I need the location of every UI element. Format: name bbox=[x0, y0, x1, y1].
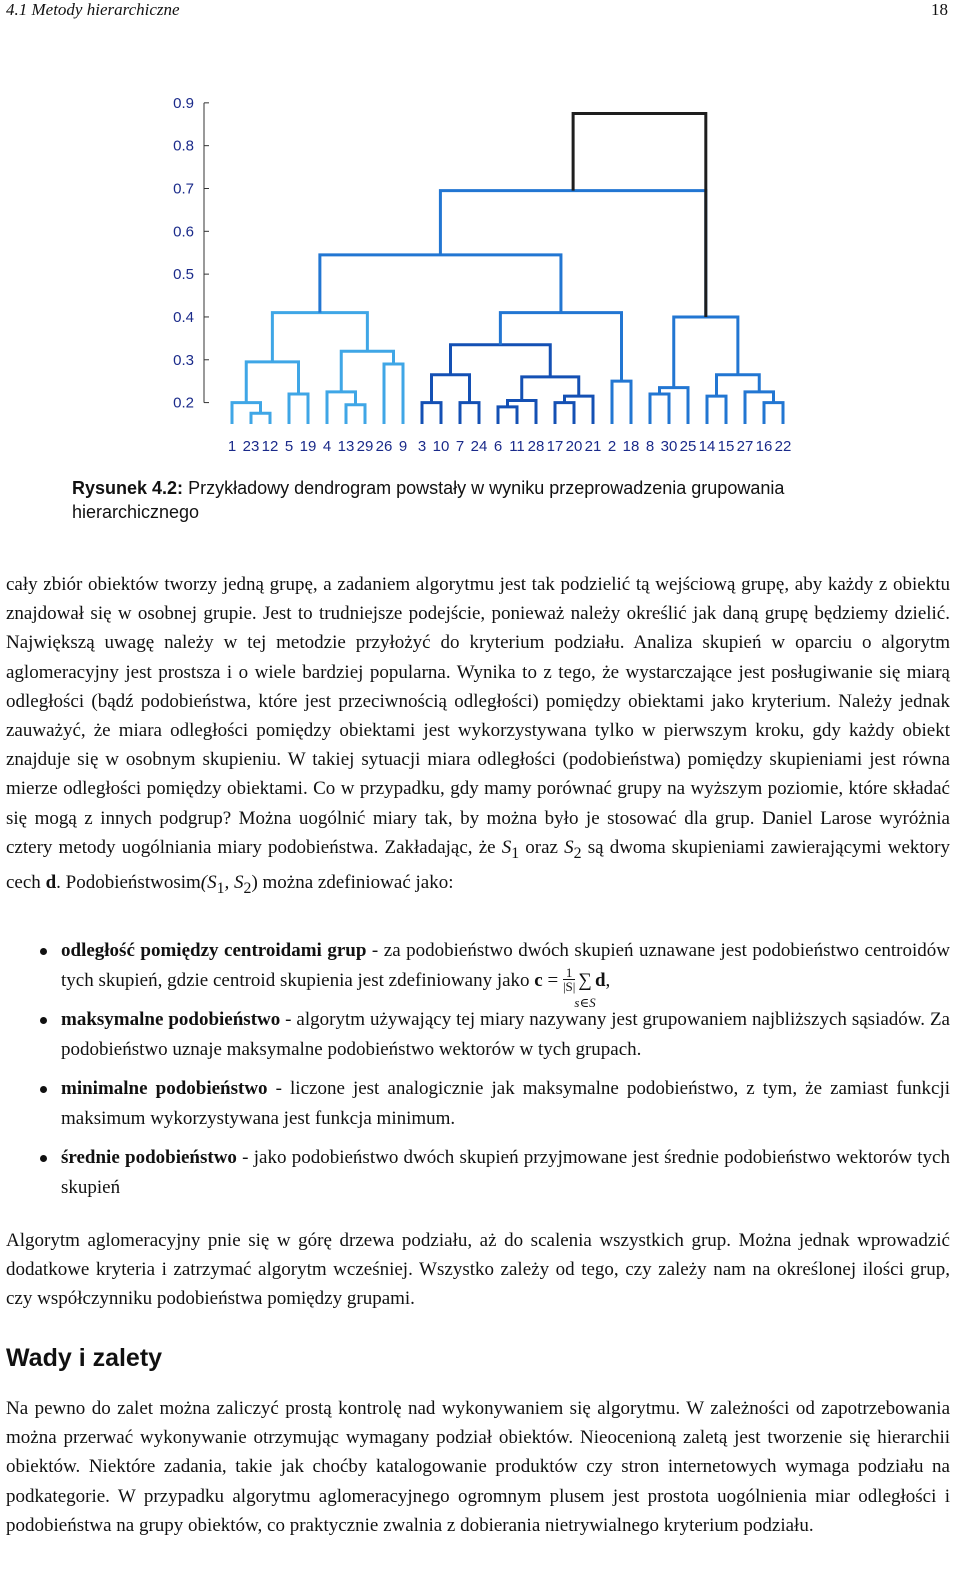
leaf-label: 20 bbox=[565, 438, 583, 455]
dendrogram-chart bbox=[160, 74, 800, 464]
leaf-label: 28 bbox=[527, 438, 545, 455]
math-s1: S bbox=[501, 836, 512, 858]
p1-text-e: można zdefiniować jako: bbox=[257, 871, 454, 893]
dendrogram-link bbox=[246, 362, 298, 403]
list-item bbox=[6, 1143, 950, 1202]
leaf-label: 5 bbox=[284, 438, 294, 455]
y-tick-label: 0.4 bbox=[173, 308, 194, 326]
dendrogram-link bbox=[508, 400, 537, 424]
dendrogram-link bbox=[384, 364, 403, 424]
p1-text-c: . Podobieństwosim bbox=[56, 871, 201, 893]
p1-oraz: oraz bbox=[519, 836, 565, 858]
math-sim-sub2: 2 bbox=[243, 879, 252, 897]
leaf-label: 6 bbox=[493, 438, 503, 455]
leaf-label: 7 bbox=[455, 438, 465, 455]
dendrogram-link bbox=[432, 375, 470, 403]
math-s2: S bbox=[564, 836, 574, 858]
leaf-label: 27 bbox=[736, 438, 754, 455]
leaf-label: 10 bbox=[432, 438, 450, 455]
dendrogram-link bbox=[251, 413, 270, 424]
leaf-label: 3 bbox=[417, 438, 427, 455]
list-item-text: - za podobieństwo dwóch skupień uznawane jest podobieństwo centroidów tych skupień, gdzie centroid skupienia jest zdefiniowany jako bbox=[61, 940, 950, 991]
dendrogram-link bbox=[555, 403, 574, 424]
dendrogram-root-link bbox=[573, 114, 706, 317]
math-vector-d: d bbox=[594, 969, 606, 991]
paragraph-intro bbox=[6, 570, 950, 903]
page-number: 18 bbox=[931, 0, 948, 19]
caption-text: Przykładowy dendrogram powstały w wyniku przeprowadzenia grupowania hierarchicznego bbox=[72, 478, 785, 522]
dendrogram-link bbox=[650, 394, 669, 424]
fraction-numerator: 1 bbox=[563, 966, 575, 980]
leaf-label: 17 bbox=[546, 438, 564, 455]
y-tick-label: 0.5 bbox=[173, 266, 194, 284]
dendrogram-link bbox=[498, 407, 517, 424]
dendrogram-link bbox=[707, 396, 726, 424]
math-centroid-c: c bbox=[534, 969, 543, 991]
dendrogram-link bbox=[422, 403, 441, 424]
sum-sigma: ∑ bbox=[578, 969, 592, 991]
dendrogram-link bbox=[764, 403, 783, 424]
leaf-label: 13 bbox=[337, 438, 355, 455]
paragraph-advantages: Na pewno do zalet można zaliczyć prostą kontrolę nad wykonywaniem się algorytmu. W zależności od zapotrzebowania można przerwać wykonywanie otrzymując wymagany podział obiektów. Nieocenioną zaletą jest tworzenie się hierarchii obiektów. Niektóre zadania, takie jak choćby katalogowanie produktów czy stron internetowych wymaga podziału na podkategorie. W przypadku algorytmu aglomeracyjnego ogromnym plusem jest prostota uogólnienia miar odległości i podobieństwa na grupy obiektów, co praktycznie zwalnia z dobierania nietrywialnego kryterium podziału. bbox=[6, 1398, 950, 1536]
dendrogram-link bbox=[500, 313, 621, 382]
figure-caption bbox=[72, 476, 902, 524]
leaf-label: 1 bbox=[227, 438, 237, 455]
leaf-label: 15 bbox=[717, 438, 735, 455]
running-header bbox=[6, 0, 952, 26]
leaf-label: 9 bbox=[398, 438, 408, 455]
list-item bbox=[6, 1074, 950, 1133]
y-tick-label: 0.2 bbox=[173, 394, 194, 412]
caption-label: Rysunek 4.2: bbox=[72, 478, 184, 498]
dendrogram-link bbox=[451, 345, 551, 377]
list-item bbox=[6, 1005, 950, 1064]
list-item-term: minimalne podobieństwo bbox=[61, 1078, 268, 1099]
list-item-term: maksymalne podobieństwo bbox=[61, 1009, 281, 1030]
leaf-label: 26 bbox=[375, 438, 393, 455]
math-sim-mid: , S bbox=[224, 871, 244, 893]
leaf-label: 19 bbox=[299, 438, 317, 455]
math-vector-d: d bbox=[45, 871, 57, 893]
dendrogram-link bbox=[612, 381, 631, 424]
leaf-label: 12 bbox=[261, 438, 279, 455]
list-item-text: - algorytm używający tej miary nazywany jest grupowaniem najbliższych sąsiadów. Za podobieństwo uznaje maksymalne podobieństwo wektorów w tych grupach. bbox=[61, 1009, 950, 1060]
leaf-label: 29 bbox=[356, 438, 374, 455]
dendrogram-link bbox=[745, 392, 774, 424]
section-heading: Wady i zalety bbox=[6, 1344, 163, 1372]
leaf-label: 22 bbox=[774, 438, 792, 455]
list-item-text: - jako podobieństwo dwóch skupień przyjmowane jest średnie podobieństwo wektorów tych skupień bbox=[61, 1147, 950, 1198]
y-tick-label: 0.6 bbox=[173, 223, 194, 241]
p1-text-b: są dwoma skupieniami zawierającymi wektory cech bbox=[6, 836, 950, 893]
leaf-label: 30 bbox=[660, 438, 678, 455]
dendrogram-link bbox=[272, 313, 367, 362]
leaf-label: 4 bbox=[322, 438, 332, 455]
dendrogram-link bbox=[346, 405, 365, 424]
math-sim-close: ) bbox=[251, 871, 258, 893]
y-tick-label: 0.3 bbox=[173, 351, 194, 369]
y-tick-label: 0.8 bbox=[173, 137, 194, 155]
y-tick-label: 0.9 bbox=[173, 94, 194, 112]
math-sim-open: (S bbox=[200, 871, 217, 893]
leaf-label: 18 bbox=[622, 438, 640, 455]
y-tick-label: 0.7 bbox=[173, 180, 194, 198]
dendrogram-link bbox=[320, 255, 561, 313]
math-equals: = bbox=[542, 969, 563, 991]
leaf-label: 16 bbox=[755, 438, 773, 455]
leaf-label: 14 bbox=[698, 438, 716, 455]
leaf-label: 24 bbox=[470, 438, 488, 455]
dendrogram-link bbox=[460, 403, 479, 424]
header-section-title: 4.1 Metody hierarchiczne bbox=[6, 0, 180, 19]
math-sum bbox=[574, 966, 596, 1010]
math-s2-sub: 2 bbox=[573, 844, 582, 862]
fraction-denominator: |S| bbox=[562, 979, 576, 995]
leaf-label: 11 bbox=[509, 438, 525, 455]
dendrogram-link bbox=[565, 396, 594, 424]
leaf-label: 2 bbox=[607, 438, 617, 455]
leaf-label: 23 bbox=[242, 438, 260, 455]
sum-subscript: s∈S bbox=[574, 994, 596, 1010]
list-item bbox=[6, 936, 950, 1010]
list-item-term: odległość pomiędzy centroidami grup bbox=[61, 940, 367, 961]
dendrogram-link bbox=[341, 351, 393, 392]
dendrogram-link bbox=[674, 317, 738, 388]
list-item-text: - liczone jest analogicznie jak maksymalne podobieństwo, z tym, że zamiast funkcji maksimum wykorzystywana jest funkcja minimum. bbox=[61, 1078, 951, 1129]
dendrogram-link bbox=[327, 392, 356, 424]
leaf-label: 25 bbox=[679, 438, 697, 455]
math-sim-sub1: 1 bbox=[216, 879, 225, 897]
list-item-tail: , bbox=[605, 969, 611, 991]
leaf-label: 8 bbox=[645, 438, 655, 455]
list-item-term: średnie podobieństwo bbox=[61, 1147, 237, 1168]
leaf-label: 21 bbox=[584, 438, 602, 455]
math-s1-sub: 1 bbox=[511, 844, 520, 862]
dendrogram-link bbox=[289, 394, 308, 424]
paragraph-agglomerative: Algorytm aglomeracyjny pnie się w górę drzewa podziału, aż do scalenia wszystkich grup. Można jednak wprowadzić dodatkowe kryteria i zatrzymać algorytm wcześniej. Wszystko zależy od tego, czy zależy nam na określonej ilości grup, czy współczynniku podobieństwa pomiędzy grupami. bbox=[6, 1230, 950, 1310]
similarity-measures-list bbox=[6, 936, 950, 1212]
p1-text-a: cały zbiór obiektów tworzy jedną grupę, a zadaniem algorytmu jest tak podzielić tą wejściową grupę, aby każdy z obiektu znajdował się w osobnej grupie. Jest to trudniejsze podejście, ponieważ należy określić jak daną grupę będziemy dzielić. Największą uwagę należy w tej metodzie przyłożyć do kryterium podziału. Analiza skupień w oparciu o algorytm aglomeracyjny jest prostsza i o wiele bardziej popularna. Wynika to z tego, że wystarczające jest posługiwanie się miarą odległości (bądź podobieństwa, które jest przeciwnością odległości) pomiędzy obiektami jako kryterium. Należy jednak zauważyć, że miara odległości pomiędzy obiektami jest wykorzystywana tylko w pierwszym kroku, gdy każdy obiekt znajduje się w osobnym skupieniu. W takiej sytuacji miara odległości (podobieństwa) pomiędzy skupieniami jest równa mierze odległości pomiędzy obiektami. Co w przypadku, gdy mamy porównać grupy na wyższym poziomie, które składać się mogą z innych podgrup? Można uogólnić miary tak, by można było je stosować dla grup. Daniel Larose wyróżnia cztery metody uogólniania miary podobieństwa. Zakładając, że bbox=[6, 574, 950, 858]
